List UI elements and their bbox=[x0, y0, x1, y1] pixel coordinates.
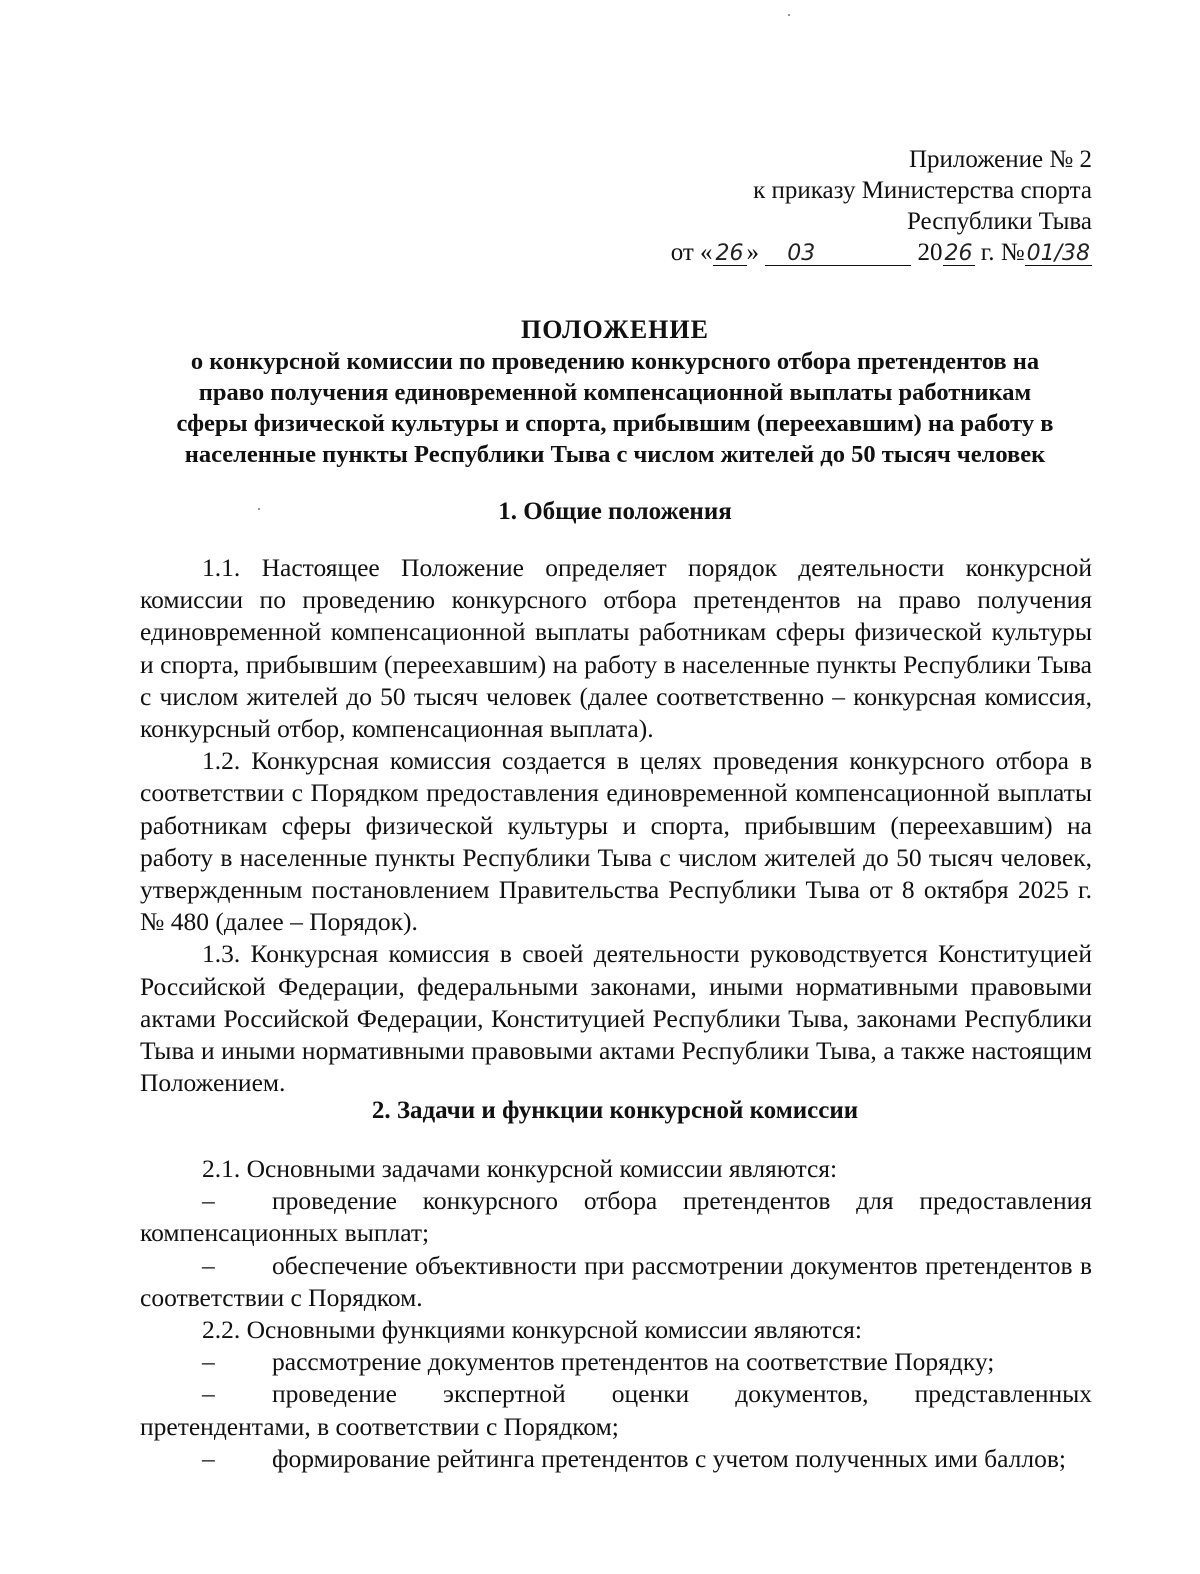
paragraph-1-3: 1.3. Конкурсная комиссия в своей деятельности руководствуется Конституцией Российской Федерации, федеральными законами, иными нормативными правовыми актами Российской Федерации, Конституцией Республики Тыва, законами Республики Тыва и иными нормативными правовыми актами Республики Тыва, а также настоящим Положением. bbox=[140, 939, 1092, 1098]
title-line-3: сферы физической культуры и спорта, прибывшим (переехавшим) на работу в bbox=[176, 410, 1054, 437]
handwritten-year: 26 bbox=[944, 241, 973, 266]
dash-marker: – bbox=[202, 1379, 215, 1409]
title-main: ПОЛОЖЕНИЕ bbox=[521, 315, 709, 344]
paragraph-1-1: 1.1. Настоящее Положение определяет порядок деятельности конкурсной комиссии по проведению конкурсного отбора претендентов на право получения единовременной компенсационной выплаты работникам сферы физической культуры и спорта, прибывшим (переехавшим) на работу в населенные пункты Республики Тыва с числом жителей до 50 тысяч человек (далее соответственно – конкурсная комиссия, конкурсный отбор, компенсационная выплата). bbox=[140, 553, 1092, 744]
document-title bbox=[130, 314, 1100, 470]
function-item-2 bbox=[140, 1378, 1092, 1442]
title-line-1: о конкурсной комиссии по проведению конкурсного отбора претендентов на bbox=[190, 348, 1040, 375]
date-prefix: от « bbox=[670, 239, 713, 266]
task-item-2 bbox=[140, 1250, 1092, 1314]
republic-name: Республики Тыва bbox=[906, 208, 1092, 235]
handwritten-day: 26 bbox=[713, 243, 747, 266]
appendix-header bbox=[612, 144, 1092, 268]
task-text-1: проведение конкурсного отбора претендентов для предоставления компенсационных выплат; bbox=[140, 1186, 1092, 1248]
handwritten-order-number: 01/38 bbox=[1026, 241, 1090, 266]
date-year-prefix: 20 bbox=[917, 239, 943, 266]
section-1-heading: 1. Общие положения bbox=[498, 498, 732, 525]
title-line-2: право получения единовременной компенсационной выплаты работникам bbox=[198, 379, 1032, 406]
section-1-body bbox=[140, 552, 1092, 1099]
function-text-2: проведение экспертной оценки документов, представленных претендентами, в соответствии с Порядком; bbox=[140, 1379, 1092, 1441]
order-date-line bbox=[612, 237, 1092, 268]
dash-marker: – bbox=[202, 1443, 215, 1473]
section-2-body bbox=[140, 1153, 1092, 1475]
handwritten-month: 03 bbox=[765, 243, 911, 266]
dash-marker: – bbox=[202, 1186, 215, 1216]
paragraph-2-1: 2.1. Основными задачами конкурсной комиссии являются: bbox=[202, 1154, 838, 1183]
dash-marker: – bbox=[202, 1347, 215, 1377]
date-day-close: » bbox=[746, 239, 760, 266]
scan-speck bbox=[788, 14, 790, 16]
order-reference: к приказу Министерства спорта bbox=[753, 177, 1092, 204]
function-text-3: формирование рейтинга претендентов с учетом полученных ими баллов; bbox=[272, 1443, 1067, 1473]
date-year-suffix: г. № bbox=[974, 239, 1025, 266]
section-2-heading: 2. Задачи и функции конкурсной комиссии bbox=[371, 1097, 859, 1124]
function-item-3 bbox=[140, 1443, 1092, 1475]
function-text-1: рассмотрение документов претендентов на соответствие Порядку; bbox=[272, 1347, 995, 1377]
task-item-1 bbox=[140, 1185, 1092, 1249]
task-text-2: обеспечение объективности при рассмотрении документов претендентов в соответствии с Порядком. bbox=[140, 1250, 1092, 1312]
function-item-1 bbox=[140, 1346, 1092, 1378]
dash-marker: – bbox=[202, 1250, 215, 1280]
paragraph-1-2: 1.2. Конкурсная комиссия создается в целях проведения конкурсного отбора в соответствии с Порядком предоставления единовременной компенсационной выплаты работникам сферы физической культуры и спорта, прибывшим (переехавшим) на работу в населенные пункты Республики Тыва с числом жителей до 50 тысяч человек, утвержденным постановлением Правительства Республики Тыва от 8 октября 2025 г. № 480 (далее – Порядок). bbox=[140, 746, 1092, 937]
title-line-4: населенные пункты Республики Тыва с числом жителей до 50 тысяч человек bbox=[184, 441, 1046, 468]
paragraph-2-2: 2.2. Основными функциями конкурсной комиссии являются: bbox=[202, 1315, 862, 1345]
appendix-number: Приложение № 2 bbox=[908, 146, 1092, 173]
